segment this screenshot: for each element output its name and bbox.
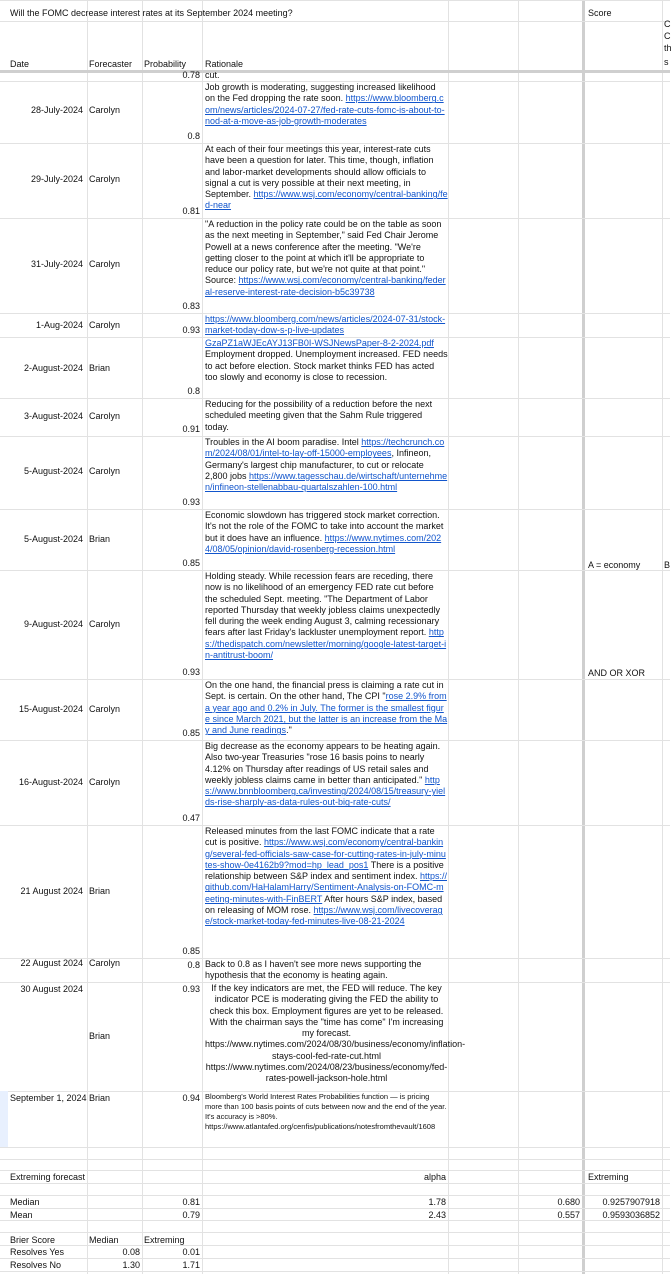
row-rationale[interactable] bbox=[205, 741, 448, 825]
resolves-no-label[interactable]: Resolves No bbox=[10, 1260, 62, 1270]
row-rationale[interactable] bbox=[205, 959, 448, 982]
extreming-label[interactable]: Extreming bbox=[588, 1172, 629, 1182]
rationale-text: After hours S&P index, based on releasing of MOM rose. bbox=[205, 893, 443, 916]
row-date[interactable]: 29-July-2024 bbox=[30, 174, 83, 184]
extreming-forecast-label[interactable]: Extreming forecast bbox=[10, 1172, 86, 1182]
col-divider bbox=[142, 0, 143, 1274]
rationale-header[interactable]: Rationale bbox=[205, 59, 244, 69]
row-divider bbox=[0, 21, 670, 22]
rationale-link[interactable]: https://www.wsj.com/livecoverage/stock-market-today-fed-minutes-live-08-21-2024 bbox=[205, 905, 443, 927]
col-divider bbox=[518, 0, 519, 1274]
row-date[interactable]: 15-August-2024 bbox=[18, 704, 83, 714]
mean-alpha[interactable]: 2.43 bbox=[428, 1210, 446, 1220]
row-probability[interactable]: 0.81 bbox=[182, 206, 200, 216]
row-forecaster[interactable]: Brian bbox=[89, 363, 111, 373]
rationale-text: There is a positive relationship between S&P index and sentiment index. bbox=[205, 859, 444, 882]
row-date[interactable]: 22 August 2024 bbox=[20, 958, 83, 968]
row-probability[interactable]: 0.94 bbox=[182, 1093, 200, 1103]
rationale-text: Economic slowdown has triggered stock market correction. It's not the role of the FOMC to take into account the market but it does have an influence. bbox=[205, 510, 444, 543]
row-divider bbox=[0, 1147, 670, 1148]
col-divider bbox=[87, 0, 88, 1274]
row-date[interactable]: 30 August 2024 bbox=[20, 984, 83, 994]
rationale-text: , Infineon, Germany's largest chip manufacturer, to cut or relocate 2,800 jobs bbox=[205, 448, 431, 481]
mean-label[interactable]: Mean bbox=[10, 1210, 33, 1220]
row-probability[interactable]: 0.8 bbox=[187, 131, 200, 141]
rationale-text: ." bbox=[286, 725, 292, 736]
row-rationale[interactable] bbox=[205, 399, 448, 436]
rationale-text: Released minutes from the last FOMC indicate that a rate cut is positive. bbox=[205, 826, 435, 848]
row-probability[interactable]: 0.91 bbox=[182, 424, 200, 434]
row-forecaster[interactable]: Carolyn bbox=[89, 466, 121, 476]
row-date[interactable]: 5-August-2024 bbox=[23, 466, 83, 476]
row-date[interactable]: 16-August-2024 bbox=[18, 777, 83, 787]
row-date[interactable]: September 1, 2024 bbox=[10, 1093, 87, 1103]
row-date[interactable]: 3-August-2024 bbox=[23, 411, 83, 421]
rationale-link[interactable]: https://www.wsj.com/economy/central-banking/several-fed-officials-saw-case-for-cutting-rates-in-july-minutes-show-0e4162b9?mod=hp_lead_pos1 bbox=[205, 837, 446, 870]
row-probability[interactable]: 0.83 bbox=[182, 301, 200, 311]
median-label[interactable]: Median bbox=[10, 1197, 40, 1207]
col-divider bbox=[448, 0, 449, 1274]
row-divider bbox=[0, 1183, 670, 1184]
row-rationale[interactable] bbox=[205, 219, 448, 313]
partial-rationale[interactable]: cut. bbox=[205, 70, 220, 80]
row-date[interactable]: 2-August-2024 bbox=[23, 363, 83, 373]
row-date[interactable]: 28-July-2024 bbox=[30, 105, 83, 115]
far-right-fragment[interactable]: th bbox=[664, 43, 672, 53]
row-probability[interactable]: 0.93 bbox=[182, 667, 200, 677]
row-rationale[interactable] bbox=[205, 571, 448, 679]
rationale-text: "A reduction in the policy rate could be on the table as soon as the next meeting in September," said Fed Chair Jerome Powell at a news conference after the meeting. "We're getting closer to the point at which it'll be appropriate to reduce our policy rate, but we're not quite at that point." Source: bbox=[205, 219, 442, 286]
row-divider bbox=[0, 1232, 670, 1233]
row-divider bbox=[0, 1258, 670, 1259]
rationale-text: On the one hand, the financial press is claiming a rate cut in Sept. is certain. On the other hand, The CPI " bbox=[205, 680, 444, 702]
rationale-text: If the key indicators are met, the FED will reduce. The key indicator PCE is moderating giving the FED the ability to check this box. Employment figures are yet to be released. With the chairman says the "time has come" I'm increasing my forecast. https://www.nytimes.com/2024/08/30/business/economy/inflation-stays-cool-fed-rate-cut.html https://www.nytimes.com/2024/08/23/business/economy/fed-rates-powell-jackson-hole.html bbox=[205, 983, 466, 1084]
row-rationale[interactable] bbox=[205, 144, 448, 218]
forecaster-header[interactable]: Forecaster bbox=[89, 59, 133, 69]
row-probability[interactable]: 0.93 bbox=[182, 325, 200, 335]
row-rationale[interactable] bbox=[205, 82, 448, 143]
rationale-link[interactable]: https://www.nytimes.com/2024/08/05/opinion/david-rosenberg-recession.html bbox=[205, 532, 442, 554]
resolves-yes-label[interactable]: Resolves Yes bbox=[10, 1247, 65, 1257]
far-right-fragment[interactable]: C bbox=[664, 31, 671, 41]
rationale-link[interactable]: rose 2.9% from a year ago and 0.2% in July. The former is the smallest figure since March 2021, but the latter is an increase from the May and June readings bbox=[205, 691, 448, 736]
row-probability[interactable]: 0.85 bbox=[182, 558, 200, 568]
alpha-label[interactable]: alpha bbox=[423, 1172, 446, 1182]
resolves-no-median[interactable]: 1.30 bbox=[122, 1260, 140, 1270]
median-value[interactable]: 0.81 bbox=[182, 1197, 200, 1207]
resolves-yes-extreming[interactable]: 0.01 bbox=[182, 1247, 200, 1257]
rationale-link[interactable]: https://techcrunch.com/2024/08/01/intel-to-lay-off-15000-employees bbox=[205, 437, 445, 459]
row-forecaster[interactable]: Carolyn bbox=[89, 320, 121, 330]
mean-extreming[interactable]: 0.9593036852 bbox=[602, 1210, 660, 1220]
rationale-text: Employment dropped. Unemployment increased. FED needs to act before election. Stock market thinks FED has acted too slowly and economy is close to recession. bbox=[205, 349, 448, 382]
row-forecaster[interactable]: Carolyn bbox=[89, 704, 121, 714]
frozen-col-divider[interactable] bbox=[582, 0, 585, 1274]
row-date[interactable]: 1-Aug-2024 bbox=[35, 320, 83, 330]
row-rationale[interactable] bbox=[205, 338, 448, 398]
brier-median-header[interactable]: Median bbox=[89, 1235, 119, 1245]
resolves-no-extreming[interactable]: 1.71 bbox=[182, 1260, 200, 1270]
row-forecaster[interactable]: Carolyn bbox=[89, 958, 121, 968]
rationale-text: Job growth is moderating, suggesting increased likelihood on the Fed dropping the rate soon. bbox=[205, 82, 436, 104]
brier-score-label[interactable]: Brier Score bbox=[10, 1235, 56, 1245]
row-forecaster[interactable]: Carolyn bbox=[89, 411, 121, 421]
probability-header[interactable]: Probability bbox=[144, 59, 187, 69]
row-rationale[interactable] bbox=[205, 1092, 448, 1147]
row-divider bbox=[0, 1271, 670, 1272]
rationale-link[interactable]: https://www.bnnbloomberg.ca/investing/2024/08/15/treasury-yields-rise-sharply-as-data-rules-out-big-rate-cuts/ bbox=[205, 774, 446, 808]
row-forecaster[interactable]: Carolyn bbox=[89, 619, 121, 629]
row-forecaster[interactable]: Brian bbox=[89, 886, 111, 896]
rationale-link[interactable]: https://thedispatch.com/newsletter/morning/google-latest-target-in-antitrust-boom/ bbox=[205, 627, 447, 661]
row-rationale[interactable] bbox=[205, 437, 448, 509]
row-forecaster[interactable]: Carolyn bbox=[89, 105, 121, 115]
median-col[interactable]: 0.680 bbox=[557, 1197, 580, 1207]
rationale-text: Reducing for the possibility of a reduction before the next scheduled meeting given that the Sahm Rule triggered today. bbox=[205, 399, 433, 432]
far-right-fragment[interactable]: C bbox=[664, 19, 671, 29]
rationale-text: Troubles in the AI boom paradise. Intel bbox=[205, 437, 362, 447]
row-probability[interactable]: 0.8 bbox=[187, 386, 200, 396]
row-forecaster[interactable]: Brian bbox=[89, 1093, 111, 1103]
row-forecaster[interactable]: Brian bbox=[89, 534, 111, 544]
col-divider bbox=[202, 0, 203, 1274]
row-divider bbox=[0, 1170, 670, 1171]
rationale-text: Holding steady. While recession fears are receding, there now is no likelihood of an emergency FED rate cut before the scheduled Sept. meeting. "The Department of Labor reported Thursday that weekly jobless claims unexpectedly fell during the week ending August 3, calming recessionary fears after last Friday's lackluster unemployment report. bbox=[205, 571, 440, 638]
row-probability[interactable]: 0.85 bbox=[182, 728, 200, 738]
row-probability[interactable]: 0.85 bbox=[182, 946, 200, 956]
row-probability[interactable]: 0.47 bbox=[182, 813, 200, 823]
col-divider bbox=[662, 0, 663, 1274]
brier-extreming-header[interactable]: Extreming bbox=[144, 1235, 185, 1245]
row-rationale[interactable] bbox=[205, 314, 448, 337]
row-divider bbox=[0, 0, 670, 1]
row-date[interactable]: 9-August-2024 bbox=[23, 619, 83, 629]
rationale-link[interactable]: https://www.wsj.com/economy/central-banking/federal-reserve-interest-rate-decision-b5c39738 bbox=[205, 275, 446, 297]
rationale-text: At each of their four meetings this year, interest-rate cuts have been a question for later. This time, though, inflation and labor-market developments should allow officials to signal a cut is very possible at their next meeting, in September. bbox=[205, 144, 434, 200]
rationale-text: Bloomberg's World Interest Rates Probabilities function — is pricing more than 100 basis points of cuts between now and the end of the year. It's accuracy is >80%. https://www.atlantafed.org/cenfis/publications/notesfromthevault/1608 bbox=[205, 1092, 447, 1131]
row-probability[interactable]: 0.8 bbox=[187, 960, 200, 970]
far-right-fragment[interactable]: s bbox=[664, 57, 669, 67]
median-alpha[interactable]: 1.78 bbox=[428, 1197, 446, 1207]
rationale-link[interactable]: https://www.bloomberg.com/news/articles/2024-07-27/fed-rate-cuts-fomc-is-about-to-nod-at-a-move-as-job-growth-moderates bbox=[205, 93, 445, 126]
b-label[interactable]: B bbox=[664, 560, 671, 570]
date-header[interactable]: Date bbox=[10, 59, 30, 69]
mean-col[interactable]: 0.557 bbox=[557, 1210, 580, 1220]
frozen-row-divider[interactable] bbox=[0, 70, 670, 73]
row-forecaster[interactable]: Carolyn bbox=[89, 174, 121, 184]
rationale-link[interactable]: https://www.bloomberg.com/news/articles/2024-07-31/stock-market-today-dow-s-p-live-updates bbox=[205, 314, 446, 336]
rationale-link[interactable]: GzaPZ1aWJEcAYJ13FB0I-WSJNewsPaper-8-2-2024.pdf bbox=[205, 338, 434, 348]
rationale-link[interactable]: https://www.tagesschau.de/wirtschaft/unternehmen/infineon-stellenabbau-quartalszahlen-100.html bbox=[205, 470, 448, 493]
row-rationale[interactable] bbox=[205, 826, 448, 958]
row-forecaster[interactable]: Brian bbox=[89, 1031, 111, 1041]
score-header[interactable]: Score bbox=[588, 8, 612, 18]
partial-prob[interactable]: 0.78 bbox=[182, 70, 200, 80]
row-forecaster[interactable]: Carolyn bbox=[89, 777, 121, 787]
row-rationale[interactable] bbox=[205, 680, 448, 740]
logic-label[interactable]: AND OR XOR bbox=[588, 668, 646, 678]
rationale-text: Back to 0.8 as I haven't see more news supporting the hypothesis that the economy is heating again. bbox=[205, 959, 422, 981]
row-divider bbox=[0, 1195, 670, 1196]
question-title[interactable]: Will the FOMC decrease interest rates at its September 2024 meeting? bbox=[10, 8, 293, 18]
row-probability[interactable]: 0.93 bbox=[182, 497, 200, 507]
row-rationale[interactable] bbox=[205, 983, 466, 1091]
selected-cell-highlight bbox=[0, 1091, 8, 1147]
row-date[interactable]: 21 August 2024 bbox=[20, 886, 83, 896]
row-date[interactable]: 31-July-2024 bbox=[30, 259, 83, 269]
row-forecaster[interactable]: Carolyn bbox=[89, 259, 121, 269]
rationale-link[interactable]: https://www.wsj.com/economy/central-banking/fed-near bbox=[205, 189, 448, 211]
row-divider bbox=[0, 1208, 670, 1209]
median-extreming[interactable]: 0.9257907918 bbox=[602, 1197, 660, 1207]
row-date[interactable]: 5-August-2024 bbox=[23, 534, 83, 544]
row-divider bbox=[0, 1159, 670, 1160]
row-probability[interactable]: 0.93 bbox=[182, 984, 200, 994]
resolves-yes-median[interactable]: 0.08 bbox=[122, 1247, 140, 1257]
economy-label[interactable]: A = economy bbox=[588, 560, 641, 570]
rationale-link[interactable]: https://github.com/HaHalamHarry/Sentiment-Analysis-on-FOMC-meeting-minutes-with-FinBERT bbox=[205, 871, 447, 904]
rationale-text: Big decrease as the economy appears to be heating again. Also two-year Treasuries "rose 16 basis poins to nearly 4.12% on Thursday after readings of US retail sales and weekly jobless claims came in better than anticipated." bbox=[205, 741, 441, 785]
row-rationale[interactable] bbox=[205, 510, 448, 570]
mean-value[interactable]: 0.79 bbox=[182, 1210, 200, 1220]
